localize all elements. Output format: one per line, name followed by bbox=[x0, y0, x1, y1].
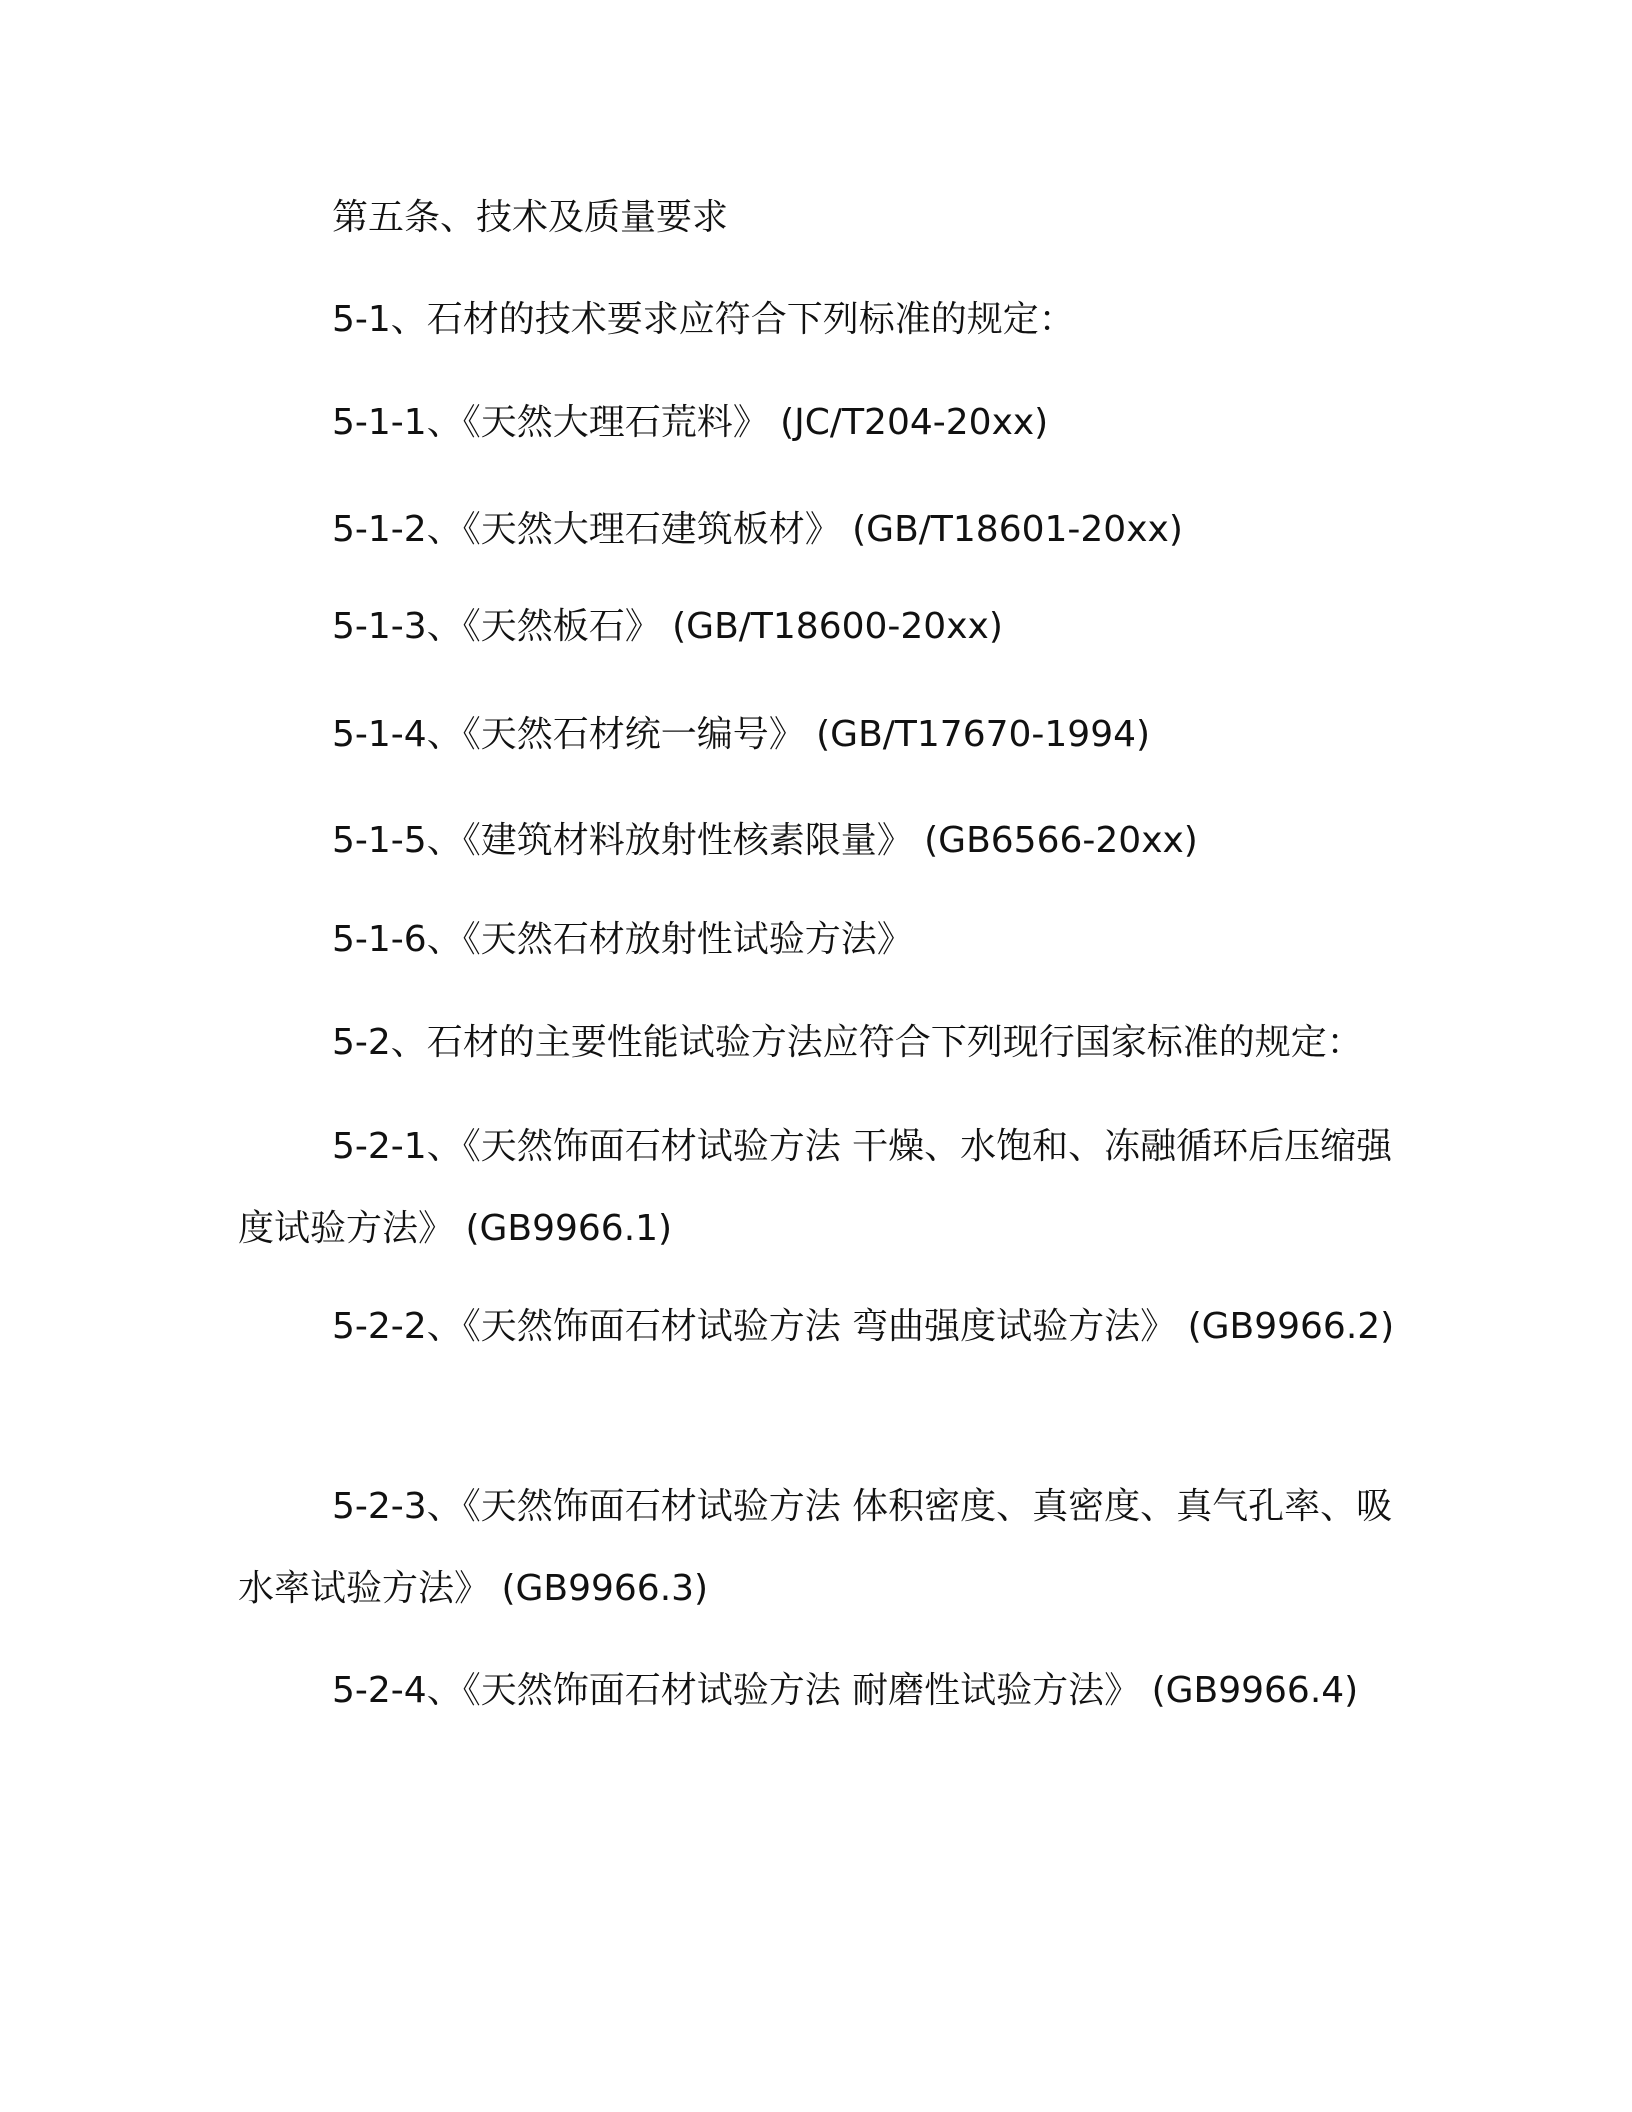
list-item-5-2-4: 5-2-4、《天然饰面石材试验方法 耐磨性试验方法》 (GB9966.4) bbox=[332, 1670, 1359, 1711]
list-item-5-1-3: 5-1-3、《天然板石》 (GB/T18600-20xx) bbox=[332, 606, 1003, 647]
section-5-2-intro: 5-2、石材的主要性能试验方法应符合下列现行国家标准的规定： bbox=[332, 1022, 1363, 1063]
list-item-5-1-5: 5-1-5、《建筑材料放射性核素限量》 (GB6566-20xx) bbox=[332, 820, 1198, 861]
section-heading: 第五条、技术及质量要求 bbox=[332, 197, 729, 238]
list-item-5-2-2: 5-2-2、《天然饰面石材试验方法 弯曲强度试验方法》 (GB9966.2) bbox=[332, 1306, 1395, 1347]
list-item-5-2-1: 5-2-1、《天然饰面石材试验方法 干燥、水饱和、冻融循环后压缩强度试验方法》 (GB9966.1) bbox=[238, 1126, 1393, 1249]
section-5-1-intro: 5-1、石材的技术要求应符合下列标准的规定： bbox=[332, 299, 1075, 340]
list-item-5-1-1: 5-1-1、《天然大理石荒料》 (JC/T204-20xx) bbox=[332, 402, 1049, 443]
list-item-5-1-4: 5-1-4、《天然石材统一编号》 (GB/T17670-1994) bbox=[332, 714, 1151, 755]
list-item-5-2-3: 5-2-3、《天然饰面石材试验方法 体积密度、真密度、真气孔率、吸水率试验方法》 (GB9966.3) bbox=[238, 1486, 1393, 1609]
list-item-5-1-2: 5-1-2、《天然大理石建筑板材》 (GB/T18601-20xx) bbox=[332, 509, 1183, 550]
list-item-5-1-6: 5-1-6、《天然石材放射性试验方法》 bbox=[332, 919, 913, 960]
